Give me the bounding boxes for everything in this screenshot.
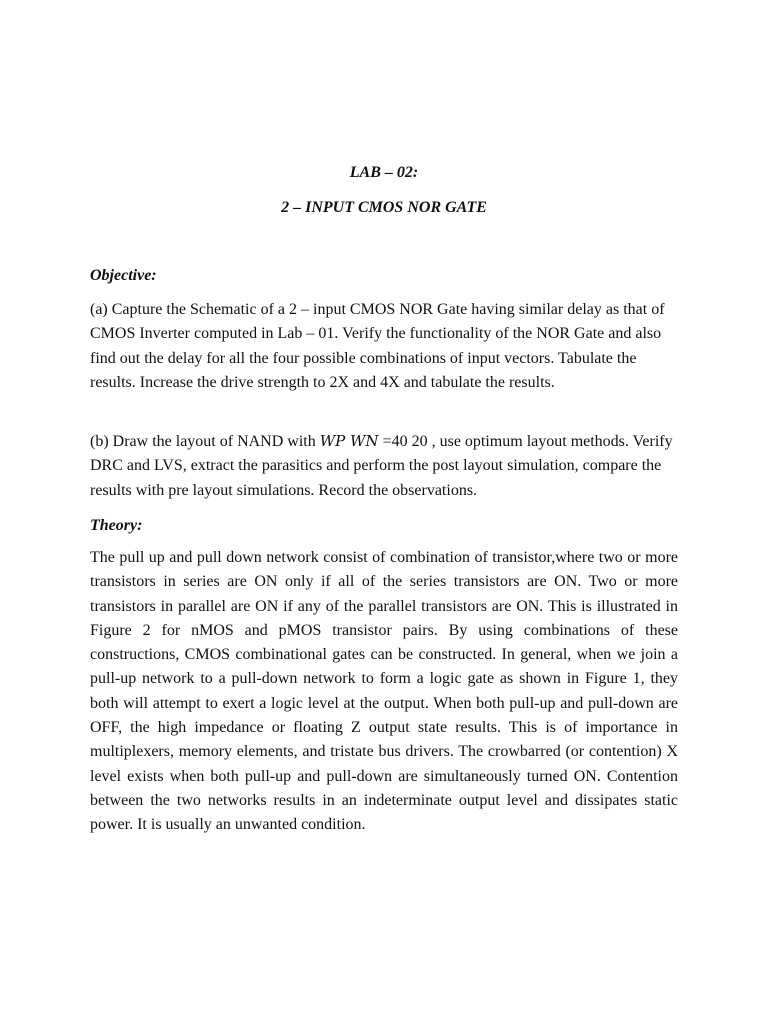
wp-wn-math: WP WN <box>319 432 379 450</box>
theory-body: The pull up and pull down network consist of combination of transistor,where two or more transistors in series are ON only if all of the series transistors are ON. Two or more transistors in parallel are ON if any of the parallel transistors are ON. This is illustrated in Figure 2 for nMOS and pMOS transistor pairs. By using combinations of these constructions, CMOS combinational gates can be constructed. In general, when we join a pull-up network to a pull-down network to form a logic gate as shown in Figure 1, they both will attempt to exert a logic level at the output. When both pull-up and pull-down are OFF, the high impedance or floating Z output state results. This is of importance in multiplexers, memory elements, and tristate bus drivers. The crowbarred (or contention) X level exists when both pull-up and pull-down are simultaneously turned ON. Contention between the two networks results in an indeterminate output level and dissipates static power. It is usually an unwanted condition. <box>90 549 678 834</box>
theory-heading: Theory: <box>90 517 143 534</box>
objective-heading: Objective: <box>90 267 157 284</box>
objective-part-a: (a) Capture the Schematic of a 2 – input CMOS NOR Gate having similar delay as that of CMOS Inverter computed in Lab – 01. Verify the functionality of the NOR Gate and also find out the delay for all the four possible combinations of input vectors. Tabulate the results. Increase the drive strength to 2X and 4X and tabulate the results. <box>90 301 665 391</box>
objective-part-b <box>90 429 678 503</box>
objective-part-b-prefix: (b) Draw the layout of NAND with <box>90 433 320 450</box>
lab-title: LAB – 02: <box>349 164 419 181</box>
lab-subtitle: 2 – INPUT CMOS NOR GATE <box>281 199 487 216</box>
objective-part-b-rest: =40 20 , use optimum layout methods. Verify DRC and LVS, extract the parasitics and perform the post layout simulation, compare the results with pre layout simulations. Record the observations. <box>90 433 673 499</box>
